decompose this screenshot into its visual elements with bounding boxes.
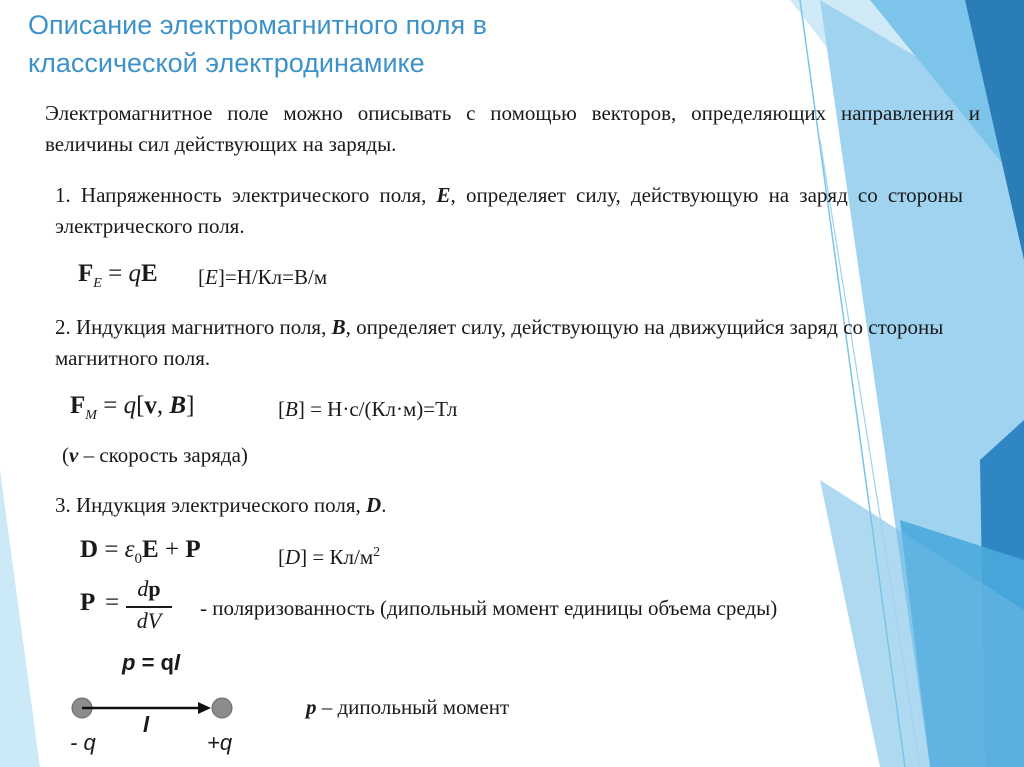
- negative-charge-label: - q: [70, 730, 96, 755]
- positive-charge-label: +q: [207, 730, 233, 755]
- velocity-note: (v – скорость заряда): [62, 443, 248, 467]
- item3-formula-lhs: D: [80, 536, 99, 563]
- item2-unit: [B] = Н·с/(Кл·м)=Тл: [278, 397, 458, 421]
- dipole-formula-rest: = q: [135, 650, 174, 675]
- item2-formula-b: B: [169, 392, 187, 419]
- positive-charge: [212, 698, 232, 718]
- item2-paragraph: [55, 312, 963, 374]
- dipole-description: [306, 692, 509, 723]
- item2-formula-coef: q: [123, 392, 137, 419]
- dipole-vector-label: l: [143, 712, 150, 737]
- item3-unit-text: = Кл/м: [307, 545, 374, 569]
- dipole-drawing: [55, 680, 255, 730]
- item3-formula-p: P: [185, 536, 201, 563]
- item1-formula-vec: E: [140, 260, 158, 287]
- polarization-lhs: P: [80, 589, 96, 616]
- item3-unit: $[D] = Кл/м^2$: [278, 545, 381, 569]
- item3-formula-eps-sub: 0: [134, 551, 143, 567]
- item1-unit-symbol: E: [205, 265, 218, 289]
- item3-unit-sup: 2: [373, 545, 381, 560]
- item2-suffix: , определяет силу, действующую на движущийся заряд со стороны магнитного поля.: [55, 315, 944, 370]
- item1-formula: $F_E$ = qE: [78, 260, 158, 291]
- dipole-diagram: [55, 650, 255, 767]
- polarization-denominator: dV: [136, 608, 162, 633]
- dipole-desc-symbol: p: [306, 695, 317, 719]
- item1-formula-sub: E: [93, 276, 102, 291]
- polarization-num-d: d: [137, 576, 149, 601]
- velocity-note-symbol: v: [69, 443, 79, 467]
- item1-paragraph: [55, 180, 963, 242]
- item3-formula-eps: ε: [124, 536, 135, 563]
- dipole-arrowhead: [198, 702, 211, 714]
- item3-suffix: .: [381, 493, 387, 517]
- item1-unit-text: =Н/Кл=В/м: [224, 265, 328, 289]
- item2-prefix: 2. Индукция магнитного поля,: [55, 315, 332, 339]
- polarization-description: - поляризованность (дипольный момент единицы объема среды): [200, 596, 778, 620]
- polarization-numerator: [128, 576, 170, 602]
- item2-symbol: B: [331, 315, 346, 339]
- dipole-desc-text: – дипольный момент: [316, 695, 510, 719]
- item1-symbol: E: [436, 183, 451, 207]
- item2-unit-text: = Н·с/(Кл·м)=Тл: [304, 397, 458, 421]
- item1-formula-lhs: F: [78, 260, 94, 287]
- slide-title-line1: Описание электромагнитного поля в: [28, 10, 487, 40]
- item2-formula-sub: M: [85, 408, 97, 423]
- item2-formula-v: v: [144, 392, 157, 419]
- item2-unit-symbol: B: [285, 397, 298, 421]
- dipole-formula-p: p: [122, 650, 136, 675]
- dipole-formula-l: l: [173, 650, 181, 675]
- item2-formula-lhs: F: [70, 392, 86, 419]
- item3-prefix: 3. Индукция электрического поля,: [55, 493, 367, 517]
- item1-suffix: , определяет силу, действующую на заряд со стороны электрического поля.: [55, 183, 963, 238]
- slide-title-line2: классической электродинамике: [28, 48, 425, 78]
- polarization-num-p: p: [148, 576, 161, 601]
- item3-formula-e: E: [142, 536, 159, 563]
- velocity-note-text: – скорость заряда): [78, 443, 248, 467]
- item2-formula: $F_M = q[v$, B]: [70, 392, 195, 423]
- item3-unit-symbol: D: [285, 545, 301, 569]
- item1-formula-coef: q: [128, 260, 141, 287]
- item3-paragraph: [55, 490, 386, 521]
- left-shape: [0, 470, 40, 767]
- item3-formula: $D = \varepsilon_0E + P$: [80, 536, 201, 567]
- item1-prefix: 1. Напряженность электрического поля,: [55, 183, 437, 207]
- dipole-formula: [122, 650, 180, 676]
- item3-symbol: D: [366, 493, 382, 517]
- slide-title: [28, 6, 668, 82]
- intro-paragraph: Электромагнитное поле можно описывать с помощью векторов, определяющих направления и величины сил действующих на заряды.: [45, 101, 980, 156]
- polarization-formula: P = dp dV: [80, 576, 180, 640]
- item1-unit: [E]=Н/Кл=В/м: [198, 265, 328, 289]
